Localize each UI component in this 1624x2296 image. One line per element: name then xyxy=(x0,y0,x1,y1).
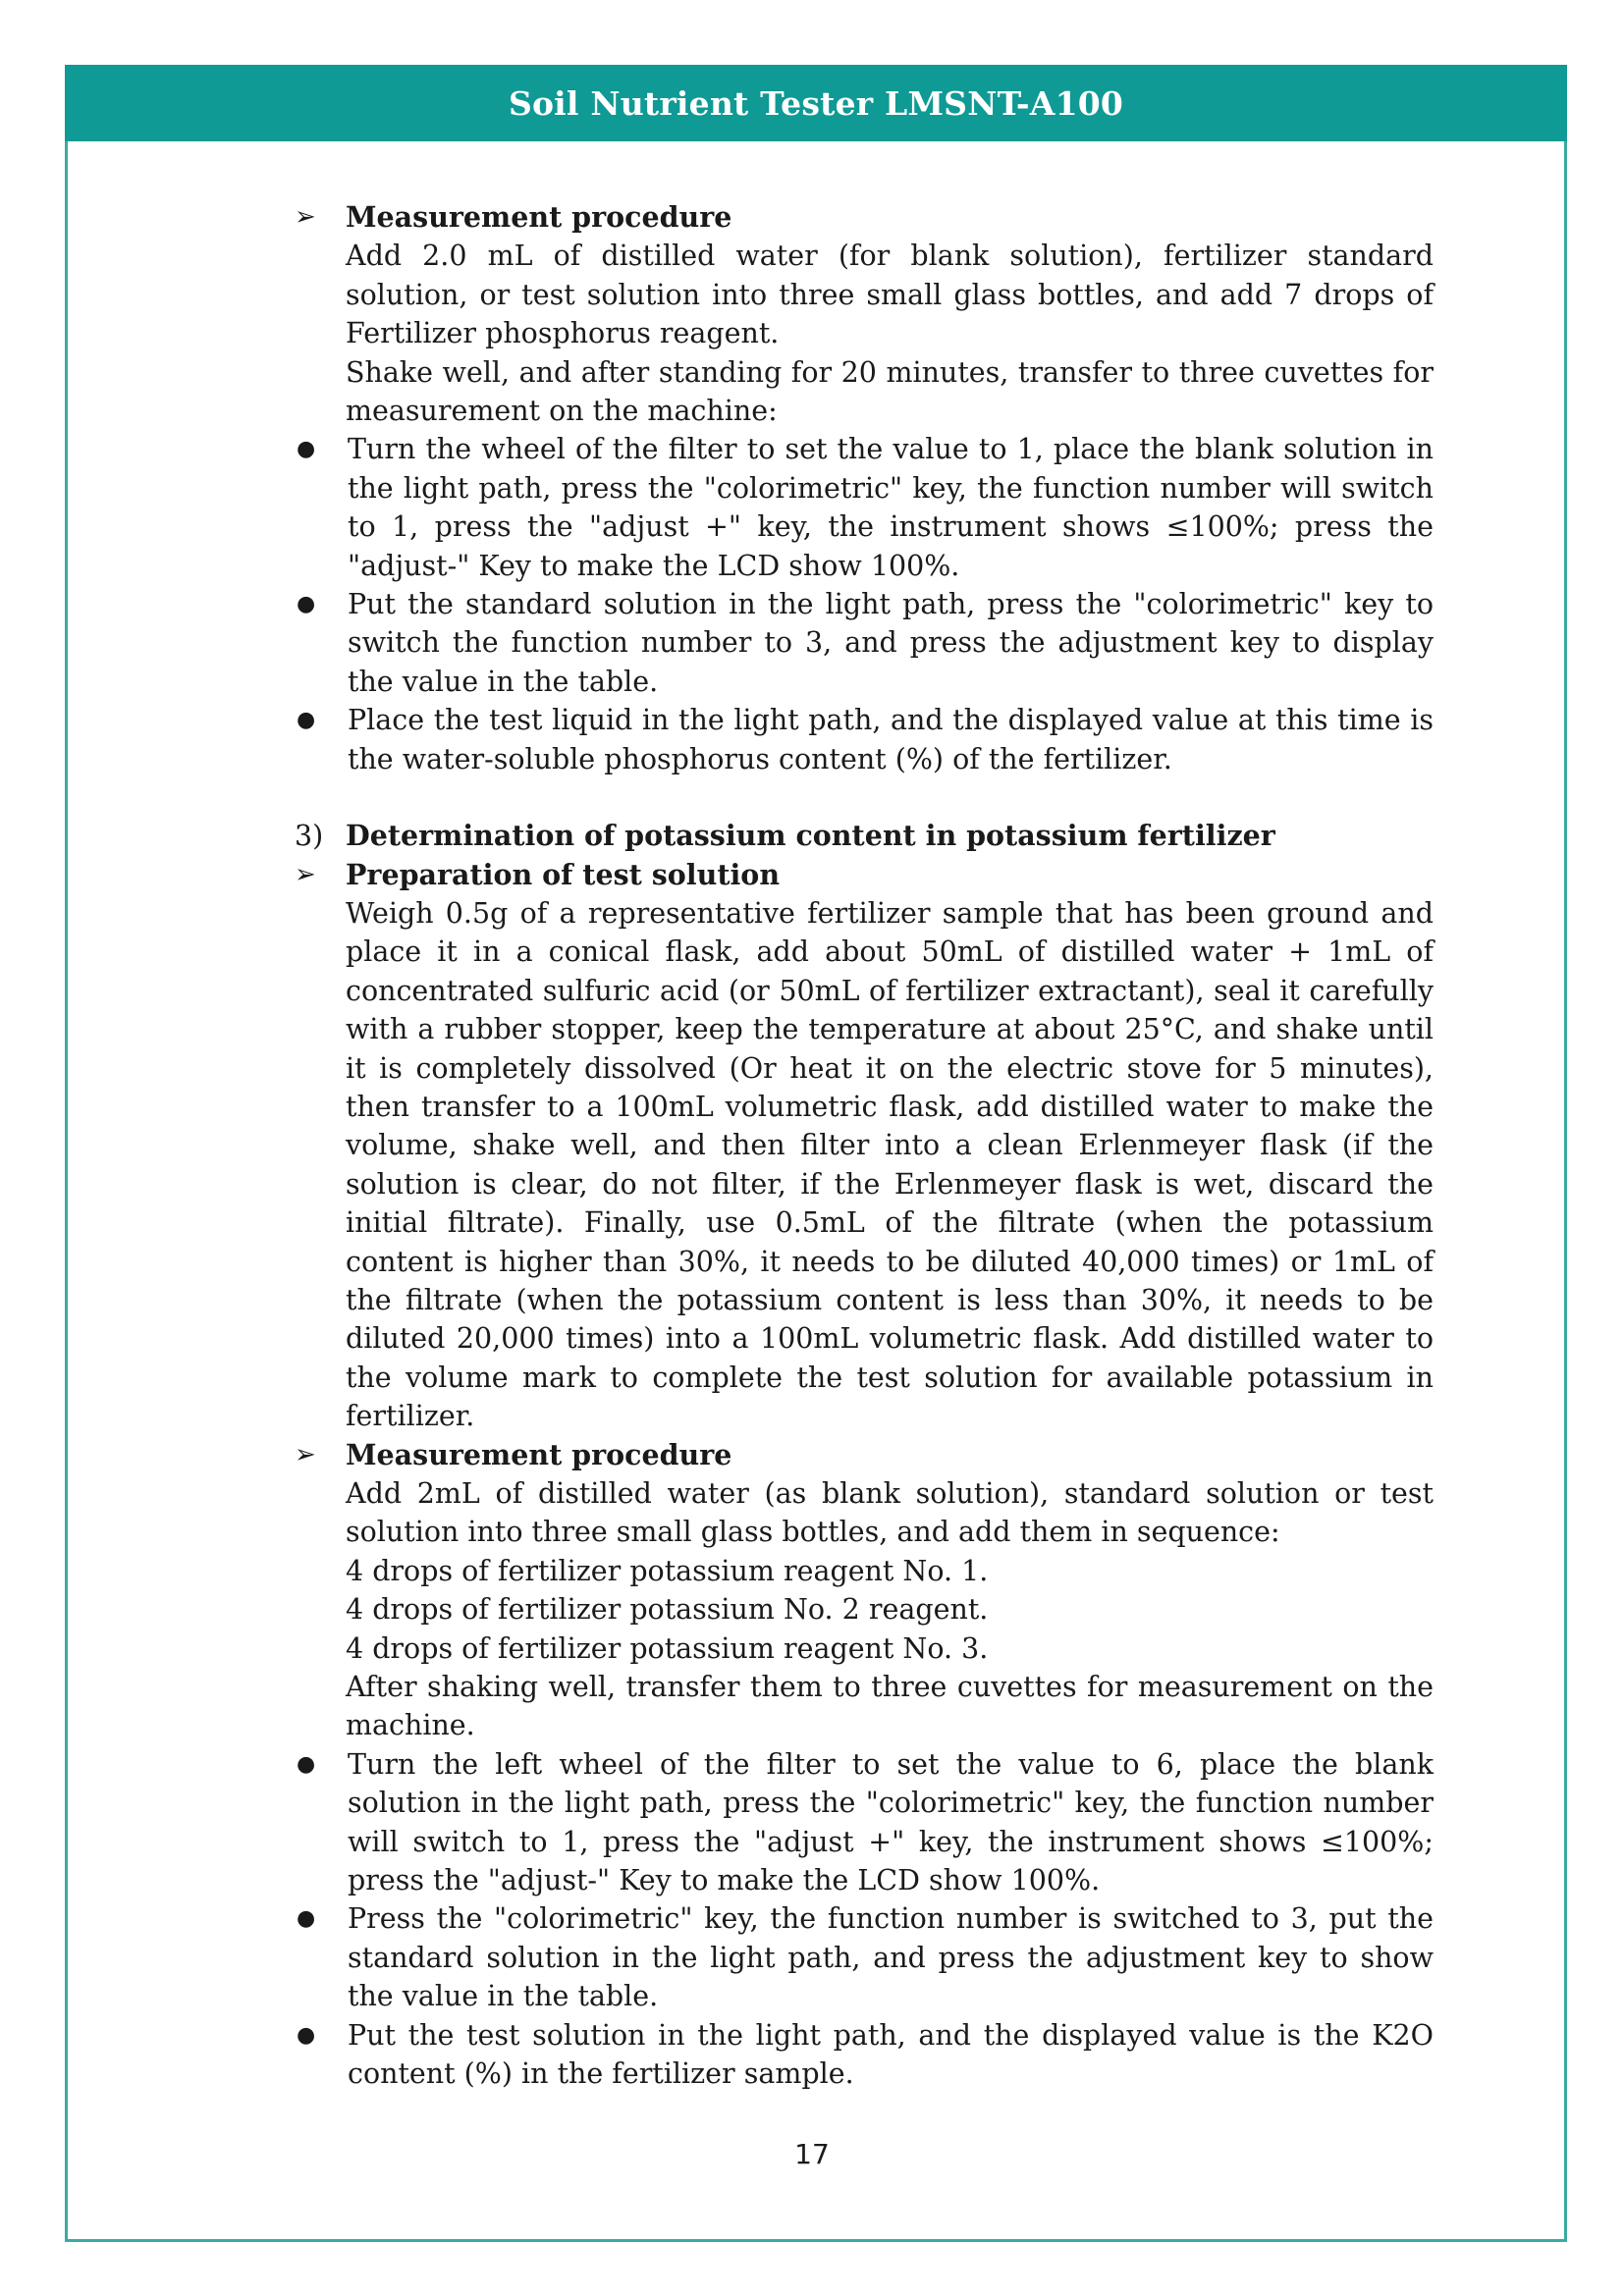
paragraph: Shake well, and after standing for 20 minutes, transfer to three cuvettes for measurement on the machine: xyxy=(346,355,1434,428)
list-item-text: Put the test solution in the light path, and the displayed value is the K2O content (%) in the fertilizer sample. xyxy=(348,2018,1434,2091)
heading-measurement-procedure-p xyxy=(295,198,1434,237)
bullet-dot-icon: ● xyxy=(297,1751,316,1777)
document-title: Soil Nutrient Tester LMSNT-A100 xyxy=(508,83,1124,123)
bullet-dot-icon: ● xyxy=(297,1906,316,1932)
section-heading: Measurement procedure xyxy=(346,1437,732,1471)
bullet-dot-icon: ● xyxy=(297,592,316,617)
section-heading: Preparation of test solution xyxy=(346,857,781,891)
page-number: 17 xyxy=(794,2138,830,2170)
section-heading: Determination of potassium content in potassium fertilizer xyxy=(346,819,1275,853)
section-number: 3) xyxy=(295,820,324,853)
reagent-line: 4 drops of fertilizer potassium No. 2 reagent. xyxy=(346,1593,989,1627)
arrowhead-icon: ➢ xyxy=(295,859,316,889)
heading-preparation xyxy=(295,856,1434,894)
list-item-text: Turn the left wheel of the filter to set the value to 6, place the blank solution in the light path, press the "colorimetric" key, the function number will switch to 1, press the "adjust +" key, the instrument shows ≤100%; press the "adjust-" Key to make the LCD show 100%. xyxy=(348,1747,1434,1897)
list-item xyxy=(295,701,1434,778)
page-content xyxy=(295,198,1434,2094)
numbered-heading xyxy=(295,817,1434,855)
list-item xyxy=(295,1899,1434,2015)
list-item xyxy=(295,2016,1434,2094)
bullet-dot-icon: ● xyxy=(297,2022,316,2048)
paragraph: After shaking well, transfer them to three cuvettes for measurement on the machine. xyxy=(346,1671,1434,1742)
list-item-text: Press the "colorimetric" key, the function number is switched to 3, put the standard solution in the light path, and press the adjustment key to show the value in the table. xyxy=(348,1902,1434,2013)
list-item-text: Put the standard solution in the light path, press the "colorimetric" key to switch the function number to 3, and press the adjustment key to display the value in the table. xyxy=(348,588,1434,698)
spacer xyxy=(295,778,1434,817)
heading-measurement-procedure-k xyxy=(295,1436,1434,1474)
reagent-line: 4 drops of fertilizer potassium reagent No. 1. xyxy=(346,1554,989,1587)
arrowhead-icon: ➢ xyxy=(295,202,316,232)
page-header xyxy=(65,65,1567,141)
bullet-dot-icon: ● xyxy=(297,437,316,462)
list-item xyxy=(295,430,1434,585)
list-item-text: Turn the wheel of the filter to set the value to 1, place the blank solution in the light path, press the "colorimetric" key, the function number will switch to 1, press the "adjust +" key, the instrument shows ≤100%; press the "adjust-" Key to make the LCD show 100%. xyxy=(348,433,1434,582)
list-item xyxy=(295,585,1434,701)
paragraph: Weigh 0.5g of a representative fertilizer sample that has been ground and place it in a conical flask, add about 50mL of distilled water + 1mL of concentrated sulfuric acid (or 50mL of fertilizer extractant), seal it carefully with a rubber stopper, keep the temperature at about 25°C, and shake until it is completely dissolved (Or heat it on the electric stove for 5 minutes), then transfer to a 100mL volumetric flask, add distilled water to make the volume, shake well, and then filter into a clean Erlenmeyer flask (if the solution is clear, do not filter, if the Erlenmeyer flask is wet, discard the initial filtrate). Finally, use 0.5mL of the filtrate (when the potassium content is higher than 30%, it needs to be diluted 40,000 times) or 1mL of the filtrate (when the potassium content is less than 30%, it needs to be diluted 20,000 times) into a 100mL volumetric flask. Add distilled water to the volume mark to complete the test solution for available potassium in fertilizer. xyxy=(346,896,1434,1433)
reagent-line: 4 drops of fertilizer potassium reagent No. 3. xyxy=(346,1631,989,1665)
paragraph: Add 2.0 mL of distilled water (for blank solution), fertilizer standard solution, or test solution into three small glass bottles, and add 7 drops of Fertilizer phosphorus reagent. xyxy=(346,240,1434,350)
arrowhead-icon: ➢ xyxy=(295,1439,316,1469)
section-heading: Measurement procedure xyxy=(346,200,732,234)
list-item xyxy=(295,1745,1434,1900)
paragraph: Add 2mL of distilled water (as blank solution), standard solution or test solution into three small glass bottles, and add them in sequence: xyxy=(346,1477,1434,1549)
list-item-text: Place the test liquid in the light path, and the displayed value at this time is the water-soluble phosphorus content (%) of the fertilizer. xyxy=(348,704,1434,775)
bullet-dot-icon: ● xyxy=(297,708,316,733)
